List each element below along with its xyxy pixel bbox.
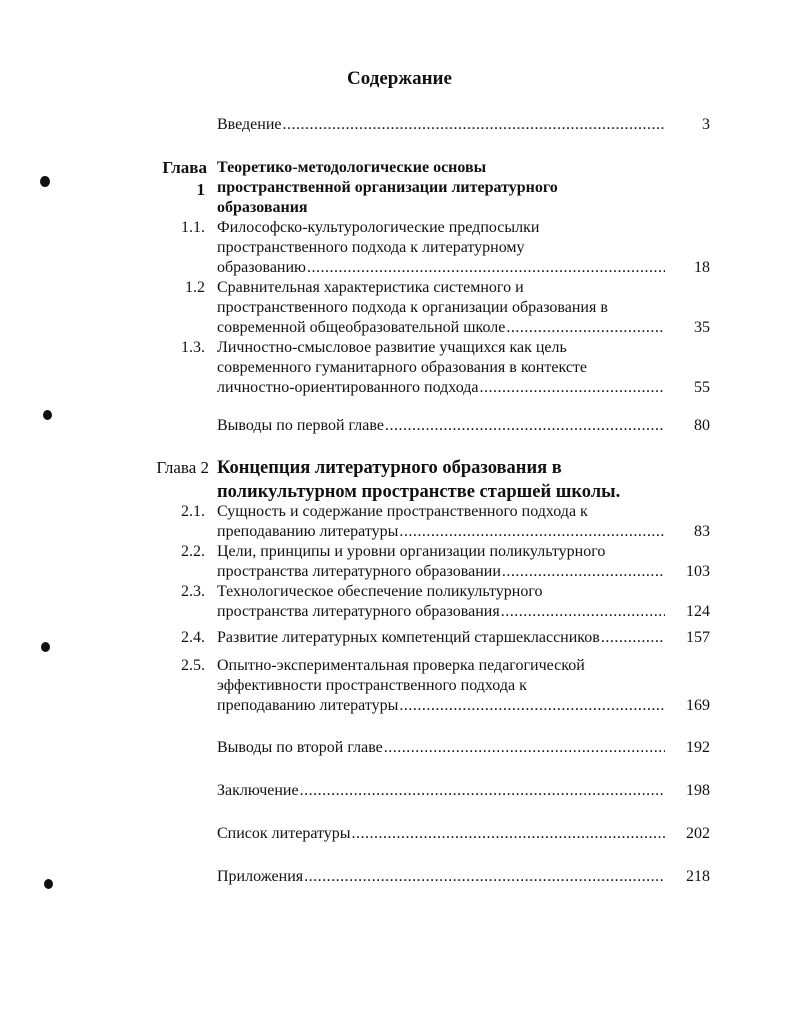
- toc-page-number: 83: [694, 523, 710, 540]
- toc-page-number: 124: [686, 603, 710, 620]
- toc-page-number: 103: [686, 563, 710, 580]
- chapter-title-line: пространственной организации литературного: [217, 179, 558, 196]
- toc-page-number: 18: [694, 259, 710, 276]
- leader-dots: [502, 562, 665, 582]
- section-number: 1.2: [185, 279, 205, 296]
- section-title-line: пространственного подхода к литературному: [217, 239, 525, 256]
- section-number: 2.1.: [181, 503, 205, 520]
- toc-page-number: 3: [702, 116, 710, 133]
- toc-page-number: 80: [694, 417, 710, 434]
- leader-dots: [385, 416, 665, 436]
- section-title-line: личностно-ориентированного подхода: [217, 379, 479, 396]
- toc-page-number: 192: [686, 739, 710, 756]
- toc-page-number: 169: [686, 697, 710, 714]
- section-number: 1.1.: [181, 219, 205, 236]
- chapter-title-line: Теоретико-методологические основы: [217, 159, 487, 176]
- section-number: 2.3.: [181, 583, 205, 600]
- chapter-label: Глава 2: [156, 458, 209, 477]
- binding-hole-mark: [43, 410, 52, 420]
- section-title-line: преподаванию литературы: [217, 523, 399, 540]
- chapter-label: Глава: [162, 158, 207, 177]
- section-title-line: Развитие литературных компетенций старшеклассников: [217, 629, 600, 646]
- leader-dots: [307, 258, 665, 278]
- section-title-line: пространства литературного образовании: [217, 563, 501, 580]
- leader-dots: [352, 824, 665, 844]
- toc-entry-text: Заключение: [217, 782, 299, 799]
- leader-dots: [283, 115, 666, 135]
- section-number: 2.4.: [181, 629, 205, 646]
- section-title-line: Философско-культурологические предпосылки: [217, 219, 540, 236]
- toc-entry-text: Выводы по первой главе: [217, 417, 384, 434]
- leader-dots: [601, 628, 665, 648]
- section-title-line: пространства литературного образования: [217, 603, 500, 620]
- section-title-line: Сравнительная характеристика системного и: [217, 279, 524, 296]
- section-number: 2.2.: [181, 543, 205, 560]
- toc-entry-text: Список литературы: [217, 825, 351, 842]
- section-title-line: Технологическое обеспечение поликультурного: [217, 583, 543, 600]
- binding-hole-mark: [44, 879, 53, 889]
- binding-hole-mark: [41, 642, 50, 652]
- chapter-title-line: образования: [217, 199, 308, 216]
- section-title-line: современного гуманитарного образования в контексте: [217, 359, 588, 376]
- leader-dots: [501, 602, 665, 622]
- leader-dots: [399, 696, 665, 716]
- chapter-title-line: поликультурном пространстве старшей школы.: [217, 482, 621, 502]
- toc-page-number: 35: [694, 319, 710, 336]
- leader-dots: [300, 781, 665, 801]
- section-title-line: пространственного подхода к организации образования в: [217, 299, 608, 316]
- toc-page-number: 157: [686, 629, 710, 646]
- section-title-line: современной общеобразовательной школе: [217, 319, 506, 336]
- section-number: 2.5.: [181, 657, 205, 674]
- section-title-line: преподаванию литературы: [217, 697, 399, 714]
- chapter-title-line: Концепция литературного образования в: [217, 458, 562, 478]
- toc-page-number: 202: [686, 825, 710, 842]
- toc-page-number: 55: [694, 379, 710, 396]
- section-title-line: эффективности пространственного подхода к: [217, 677, 527, 694]
- page-title: Содержание: [347, 68, 452, 89]
- leader-dots: [384, 738, 665, 758]
- leader-dots: [479, 378, 665, 398]
- binding-hole-mark: [40, 176, 50, 187]
- toc-entry-text: Введение: [217, 116, 282, 133]
- section-title-line: образованию: [217, 259, 306, 276]
- section-number: 1.3.: [181, 339, 205, 356]
- toc-page-number: 218: [686, 868, 710, 885]
- section-title-line: Личностно-смысловое развитие учащихся как цель: [217, 339, 567, 356]
- leader-dots: [304, 867, 665, 887]
- chapter-number: 1: [196, 180, 205, 199]
- toc-entry-text: Выводы по второй главе: [217, 739, 383, 756]
- section-title-line: Сущность и содержание пространственного подхода к: [217, 503, 588, 520]
- leader-dots: [399, 522, 665, 542]
- toc-entry-text: Приложения: [217, 868, 304, 885]
- section-title-line: Опытно-экспериментальная проверка педагогической: [217, 657, 585, 674]
- section-title-line: Цели, принципы и уровни организации поликультурного: [217, 543, 606, 560]
- leader-dots: [506, 318, 665, 338]
- toc-page-number: 198: [686, 782, 710, 799]
